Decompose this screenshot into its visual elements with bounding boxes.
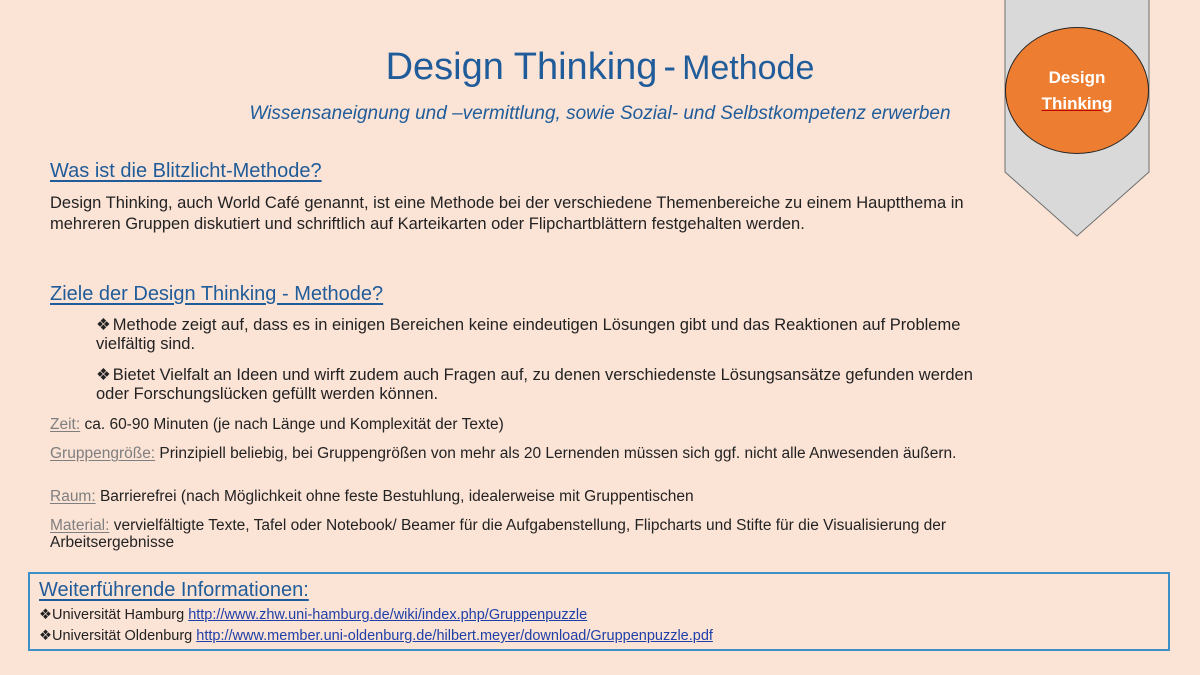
badge-line1: Design [1048,67,1106,87]
detail-room [50,488,990,505]
detail-material [50,517,990,551]
goal-text: Bietet Vielfalt an Ideen und wirft zudem auch Fragen auf, zu denen verschiedenste Lösungsansätze gefunden werden oder Forschungslücken gefüllt werden können. [96,366,973,403]
oldenburg-link[interactable]: http://www.member.uni-oldenburg.de/hilbert.meyer/download/Gruppenpuzzle.pdf [196,628,713,644]
list-item [96,366,996,404]
title-part2: Methode [682,49,815,87]
further-info-box [28,572,1170,651]
title-separator: - [663,46,677,88]
design-thinking-badge [1005,27,1149,154]
detail-value: vervielfältigte Texte, Tafel oder Notebook/ Beamer für die Aufgabenstellung, Flipcharts und Stifte für die Visualisierung der Arbeitsergebnisse [50,517,947,551]
detail-label: Material: [50,517,110,534]
section2-heading: Ziele der Design Thinking - Methode? [50,283,384,305]
list-item [96,316,996,354]
detail-value: Prinzipiell beliebig, bei Gruppengrößen von mehr als 20 Lernenden müssen sich ggf. nicht alle Anwesenden äußern. [155,445,957,462]
diamond-bullet-icon: ❖ [39,607,52,623]
detail-group-size [50,445,990,462]
hamburg-link[interactable]: http://www.zhw.uni-hamburg.de/wiki/index.php/Gruppenpuzzle [188,607,588,623]
section1-heading: Was ist die Blitzlicht-Methode? [50,160,322,182]
diamond-bullet-icon: ❖ [96,316,111,334]
detail-value: ca. 60-90 Minuten (je nach Länge und Komplexität der Texte) [80,416,504,433]
diamond-bullet-icon: ❖ [39,628,52,644]
goals-list [96,316,996,416]
detail-label: Gruppengröße: [50,445,156,462]
detail-label: Zeit: [50,416,81,433]
link-row-oldenburg [39,627,713,645]
section1-text: Design Thinking, auch World Café genannt, ist eine Methode bei der verschiedene Themenbereiche zu einem Hauptthema in mehreren Gruppen diskutiert und schriftlich auf Karteikarten oder Flipchartblättern festgehalten werden. [50,194,964,233]
link-row-hamburg [39,606,587,624]
detail-label: Raum: [50,488,96,505]
subtitle-text: Wissensaneignung und –vermittlung, sowie Sozial- und Selbstkompetenz erwerben [249,103,951,124]
further-info-heading: Weiterführende Informationen: [39,579,309,601]
badge-line2: Thinking [1041,93,1113,113]
title-part1: Design Thinking [385,46,658,88]
detail-value: Barrierefrei (nach Möglichkeit ohne feste Bestuhlung, idealerweise mit Gruppentischen [95,488,694,505]
goal-text: Methode zeigt auf, dass es in einigen Bereichen keine eindeutigen Lösungen gibt und das Reaktionen auf Probleme vielfältig sind. [96,316,961,353]
link-label: Universität Hamburg [52,607,189,623]
detail-time [50,416,990,433]
diamond-bullet-icon: ❖ [96,366,111,384]
link-label: Universität Oldenburg [52,628,197,644]
